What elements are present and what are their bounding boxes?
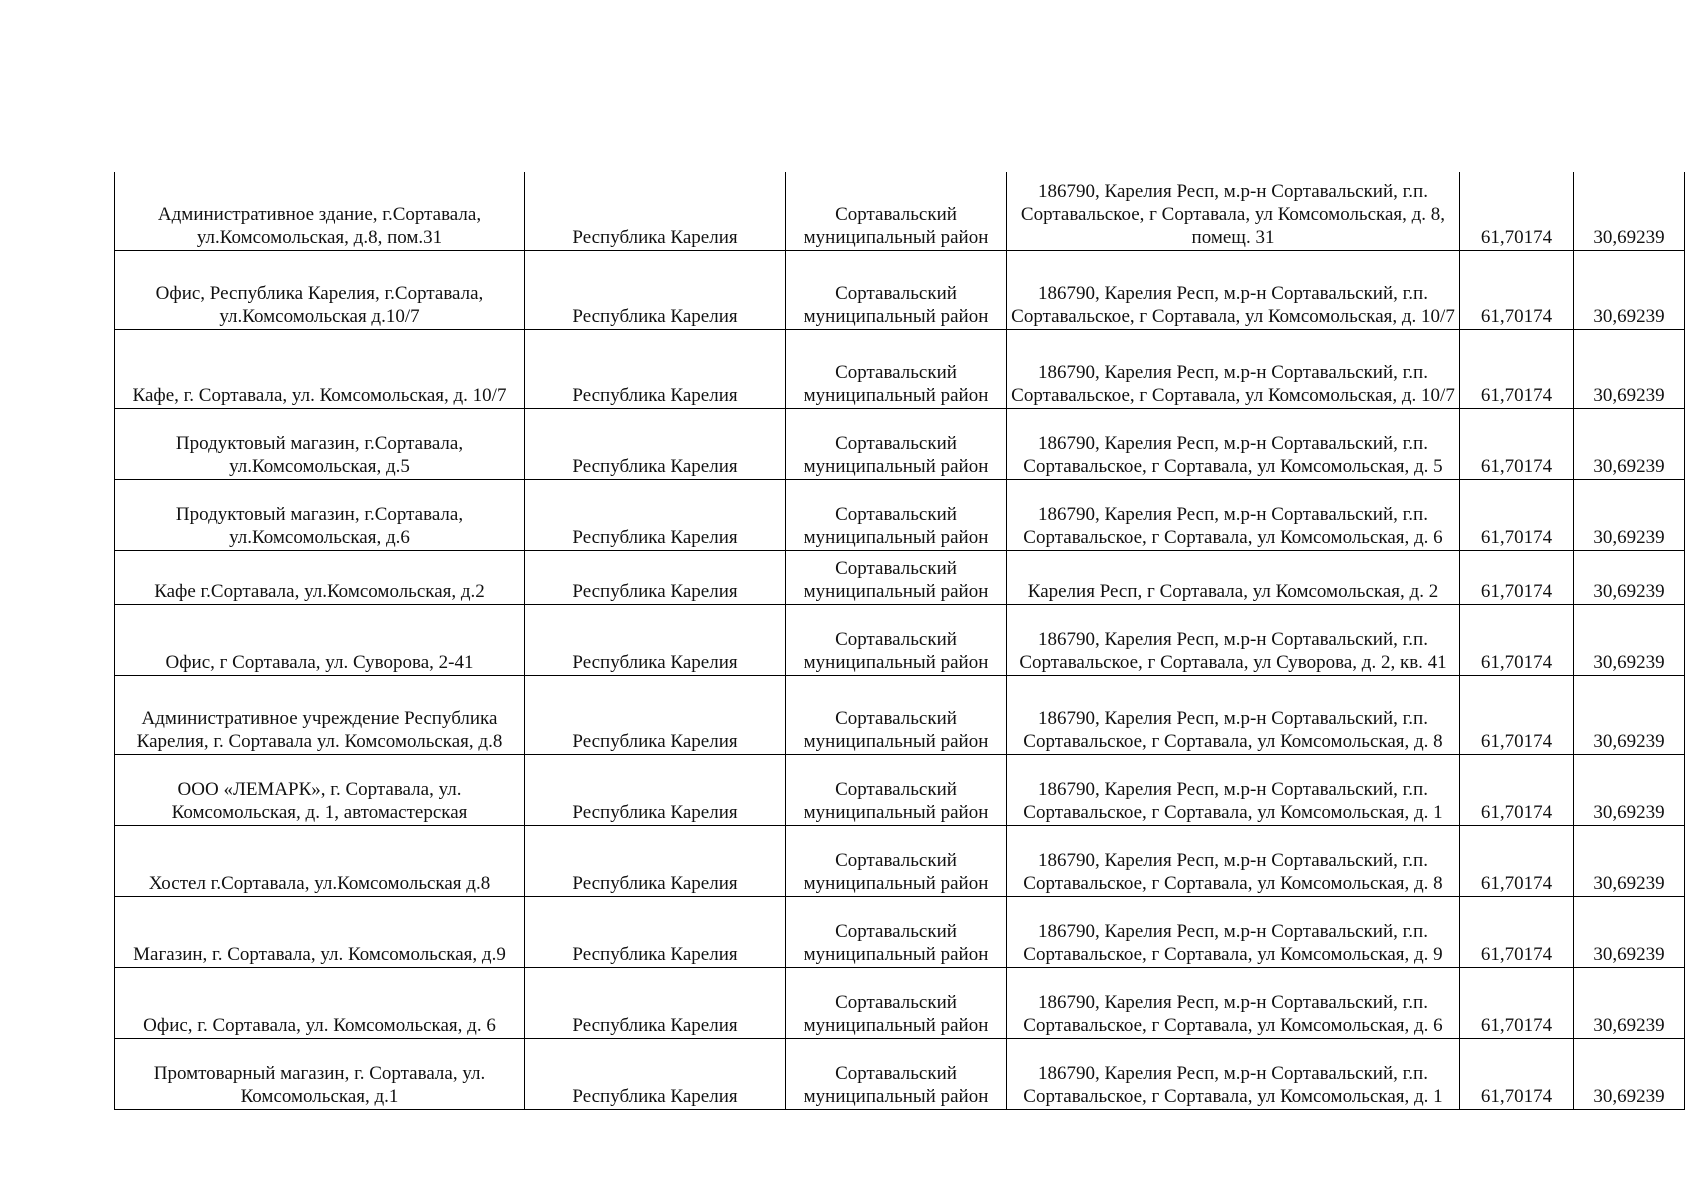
longitude-cell: 30,69239 [1574,967,1685,1038]
longitude-cell: 30,69239 [1574,172,1685,250]
latitude-cell: 61,70174 [1460,172,1574,250]
table-row [115,479,1685,550]
region-cell: Республика Карелия [525,550,786,604]
table-row [115,967,1685,1038]
district-cell: Сортавальский муниципальный район [786,479,1007,550]
object-name-cell: Офис, г Сортавала, ул. Суворова, 2-41 [115,604,525,675]
latitude-cell: 61,70174 [1460,754,1574,825]
longitude-cell: 30,69239 [1574,329,1685,408]
latitude-cell: 61,70174 [1460,479,1574,550]
object-name-cell: Административное учреждение Республика Карелия, г. Сортавала ул. Комсомольская, д.8 [115,675,525,754]
district-cell: Сортавальский муниципальный район [786,825,1007,896]
address-cell: 186790, Карелия Респ, м.р-н Сортавальский, г.п. Сортавальское, г Сортавала, ул Комсомольская, д. 8 [1007,825,1460,896]
latitude-cell: 61,70174 [1460,329,1574,408]
address-cell: 186790, Карелия Респ, м.р-н Сортавальский, г.п. Сортавальское, г Сортавала, ул Комсомольская, д. 6 [1007,479,1460,550]
latitude-cell: 61,70174 [1460,896,1574,967]
table-row [115,675,1685,754]
table-row [115,172,1685,250]
district-cell: Сортавальский муниципальный район [786,250,1007,329]
latitude-cell: 61,70174 [1460,825,1574,896]
table-row [115,329,1685,408]
region-cell: Республика Карелия [525,408,786,479]
region-cell: Республика Карелия [525,172,786,250]
table-row [115,250,1685,329]
district-cell: Сортавальский муниципальный район [786,408,1007,479]
object-name-cell: Продуктовый магазин, г.Сортавала, ул.Комсомольская, д.5 [115,408,525,479]
longitude-cell: 30,69239 [1574,408,1685,479]
district-cell: Сортавальский муниципальный район [786,967,1007,1038]
object-name-cell: Офис, Республика Карелия, г.Сортавала, ул.Комсомольская д.10/7 [115,250,525,329]
table-row [115,1038,1685,1109]
region-cell: Республика Карелия [525,675,786,754]
object-name-cell: Кафе, г. Сортавала, ул. Комсомольская, д. 10/7 [115,329,525,408]
object-name-cell: ООО «ЛЕМАРК», г. Сортавала, ул. Комсомольская, д. 1, автомастерская [115,754,525,825]
longitude-cell: 30,69239 [1574,1038,1685,1109]
address-cell: 186790, Карелия Респ, м.р-н Сортавальский, г.п. Сортавальское, г Сортавала, ул Комсомольская, д. 5 [1007,408,1460,479]
longitude-cell: 30,69239 [1574,896,1685,967]
address-cell: 186790, Карелия Респ, м.р-н Сортавальский, г.п. Сортавальское, г Сортавала, ул Комсомольская, д. 8, помещ. 31 [1007,172,1460,250]
longitude-cell: 30,69239 [1574,675,1685,754]
object-name-cell: Кафе г.Сортавала, ул.Комсомольская, д.2 [115,550,525,604]
latitude-cell: 61,70174 [1460,1038,1574,1109]
region-cell: Республика Карелия [525,329,786,408]
table-row [115,550,1685,604]
district-cell: Сортавальский муниципальный район [786,172,1007,250]
region-cell: Республика Карелия [525,479,786,550]
object-name-cell: Административное здание, г.Сортавала, ул.Комсомольская, д.8, пом.31 [115,172,525,250]
address-cell: 186790, Карелия Респ, м.р-н Сортавальский, г.п. Сортавальское, г Сортавала, ул Комсомольская, д. 10/7 [1007,329,1460,408]
district-cell: Сортавальский муниципальный район [786,604,1007,675]
object-name-cell: Продуктовый магазин, г.Сортавала, ул.Комсомольская, д.6 [115,479,525,550]
region-cell: Республика Карелия [525,967,786,1038]
longitude-cell: 30,69239 [1574,479,1685,550]
address-cell: 186790, Карелия Респ, м.р-н Сортавальский, г.п. Сортавальское, г Сортавала, ул Комсомольская, д. 10/7 [1007,250,1460,329]
table-row [115,896,1685,967]
table-row [115,754,1685,825]
district-cell: Сортавальский муниципальный район [786,754,1007,825]
longitude-cell: 30,69239 [1574,825,1685,896]
region-cell: Республика Карелия [525,825,786,896]
latitude-cell: 61,70174 [1460,550,1574,604]
address-cell: 186790, Карелия Респ, м.р-н Сортавальский, г.п. Сортавальское, г Сортавала, ул Комсомольская, д. 8 [1007,675,1460,754]
object-name-cell: Хостел г.Сортавала, ул.Комсомольская д.8 [115,825,525,896]
latitude-cell: 61,70174 [1460,675,1574,754]
address-cell: 186790, Карелия Респ, м.р-н Сортавальский, г.п. Сортавальское, г Сортавала, ул Комсомольская, д. 1 [1007,754,1460,825]
address-cell: Карелия Респ, г Сортавала, ул Комсомольская, д. 2 [1007,550,1460,604]
table-body [115,172,1685,1109]
address-cell: 186790, Карелия Респ, м.р-н Сортавальский, г.п. Сортавальское, г Сортавала, ул Суворова, д. 2, кв. 41 [1007,604,1460,675]
region-cell: Республика Карелия [525,896,786,967]
region-cell: Республика Карелия [525,1038,786,1109]
latitude-cell: 61,70174 [1460,967,1574,1038]
longitude-cell: 30,69239 [1574,754,1685,825]
district-cell: Сортавальский муниципальный район [786,675,1007,754]
latitude-cell: 61,70174 [1460,250,1574,329]
longitude-cell: 30,69239 [1574,550,1685,604]
object-name-cell: Магазин, г. Сортавала, ул. Комсомольская, д.9 [115,896,525,967]
longitude-cell: 30,69239 [1574,604,1685,675]
object-name-cell: Промтоварный магазин, г. Сортавала, ул. Комсомольская, д.1 [115,1038,525,1109]
address-cell: 186790, Карелия Респ, м.р-н Сортавальский, г.п. Сортавальское, г Сортавала, ул Комсомольская, д. 9 [1007,896,1460,967]
objects-table [114,172,1685,1110]
district-cell: Сортавальский муниципальный район [786,1038,1007,1109]
district-cell: Сортавальский муниципальный район [786,329,1007,408]
latitude-cell: 61,70174 [1460,604,1574,675]
table-row [115,604,1685,675]
address-cell: 186790, Карелия Респ, м.р-н Сортавальский, г.п. Сортавальское, г Сортавала, ул Комсомольская, д. 6 [1007,967,1460,1038]
table-row [115,825,1685,896]
address-cell: 186790, Карелия Респ, м.р-н Сортавальский, г.п. Сортавальское, г Сортавала, ул Комсомольская, д. 1 [1007,1038,1460,1109]
district-cell: Сортавальский муниципальный район [786,896,1007,967]
region-cell: Республика Карелия [525,604,786,675]
longitude-cell: 30,69239 [1574,250,1685,329]
region-cell: Республика Карелия [525,754,786,825]
region-cell: Республика Карелия [525,250,786,329]
district-cell: Сортавальский муниципальный район [786,550,1007,604]
latitude-cell: 61,70174 [1460,408,1574,479]
table-row [115,408,1685,479]
object-name-cell: Офис, г. Сортавала, ул. Комсомольская, д. 6 [115,967,525,1038]
